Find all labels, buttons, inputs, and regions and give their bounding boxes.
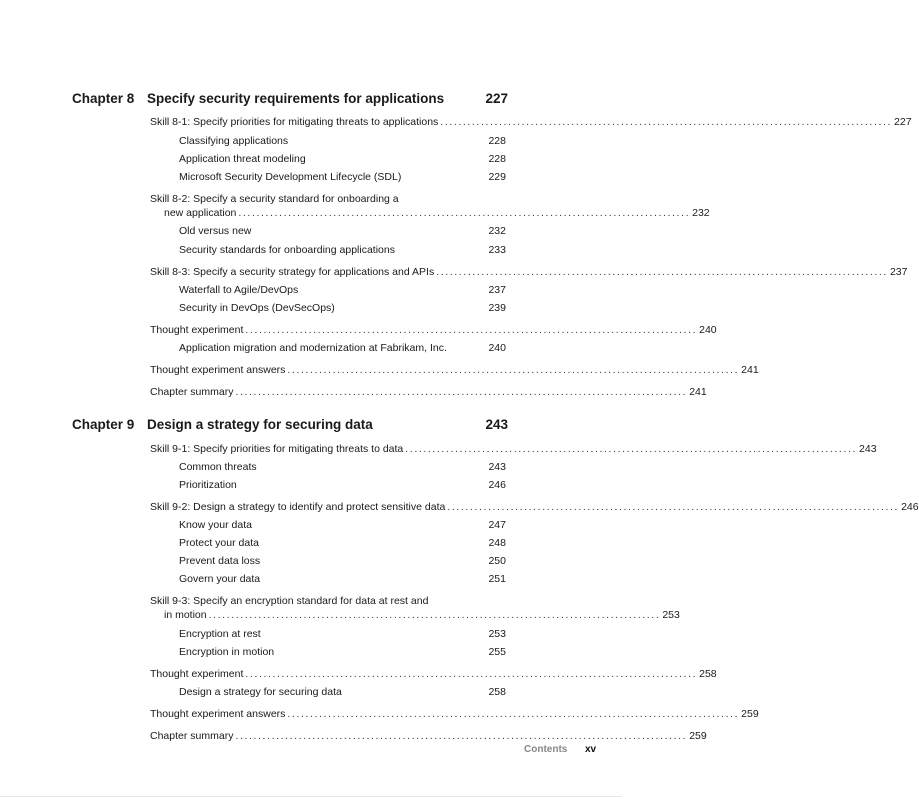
entry-text: Thought experiment answers (150, 364, 286, 376)
entry-page: 227 (894, 116, 912, 128)
entry-text: Skill 8-3: Specify a security strategy for applications and APIs (150, 266, 435, 278)
toc-subentry (179, 535, 506, 551)
entry-page: 258 (699, 668, 717, 680)
entry-page: 258 (488, 686, 506, 698)
toc-subentry (179, 340, 506, 356)
entry-text: Thought experiment (150, 668, 244, 680)
chapter-number: Chapter 9 (72, 417, 135, 432)
entry-text: Application threat modeling (179, 153, 306, 165)
entry-text: Classifying applications (179, 135, 289, 147)
entry-text: Skill 9-2: Design a strategy to identify and protect sensitive data (150, 501, 446, 513)
toc-entry-continued: in motion .................................................................................................... 253 (164, 609, 680, 621)
entry-text: Microsoft Security Development Lifecycle (SDL) (179, 171, 402, 183)
toc-subentry (179, 151, 506, 167)
toc-entry: Thought experiment answers .................................................................................................... 259 (150, 708, 759, 720)
chapter-page: 243 (485, 417, 508, 432)
toc-subentry (179, 684, 506, 700)
entry-page: 232 (692, 207, 710, 219)
toc-subentry (179, 242, 506, 258)
entry-text: Application migration and modernization at Fabrikam, Inc. (179, 342, 447, 354)
chapter-title: Design a strategy for securing data (147, 417, 373, 432)
entry-text: Prevent data loss (179, 555, 261, 567)
entry-page: 229 (488, 171, 506, 183)
entry-page: 233 (488, 244, 506, 256)
entry-page: 243 (488, 461, 506, 473)
entry-text: Security standards for onboarding applications (179, 244, 395, 256)
toc-entry: Skill 9-1: Specify priorities for mitigating threats to data .................................................................................................... 243 (150, 443, 877, 455)
entry-text: Prioritization (179, 479, 237, 491)
entry-text: Old versus new (179, 225, 252, 237)
entry-page: 239 (488, 302, 506, 314)
chapter-number: Chapter 8 (72, 91, 135, 106)
entry-text: Know your data (179, 519, 252, 531)
entry-page: 253 (488, 628, 506, 640)
toc-entry: Skill 8-3: Specify a security strategy for applications and APIs .................................................................................................... 237 (150, 266, 908, 278)
chapter-title: Specify security requirements for applications (147, 91, 445, 106)
entry-text: Chapter summary (150, 730, 234, 742)
entry-text: Thought experiment (150, 324, 244, 336)
chapter-heading (72, 91, 508, 111)
toc-entry: Thought experiment .................................................................................................... 240 (150, 324, 717, 336)
footer-page-number: xv (585, 744, 597, 755)
toc-subentry (179, 459, 506, 475)
entry-text: in motion (164, 609, 207, 621)
toc-subentry (179, 223, 506, 239)
entry-text: Skill 8-1: Specify priorities for mitigating threats to applications (150, 116, 439, 128)
toc-entry: Thought experiment .................................................................................................... 258 (150, 668, 717, 680)
toc-subentry (179, 477, 506, 493)
entry-text: Protect your data (179, 537, 259, 549)
entry-page: 251 (488, 573, 506, 585)
toc-entry: Skill 8-1: Specify priorities for mitigating threats to applications .................................................................................................... 227 (150, 116, 912, 128)
entry-page: 237 (488, 284, 506, 296)
entry-page: 243 (859, 443, 877, 455)
toc-subentry (179, 553, 506, 569)
toc-entry: Thought experiment answers .................................................................................................... 241 (150, 364, 759, 376)
toc-entry: Skill 9-2: Design a strategy to identify and protect sensitive data .................................................................................................... 246 (150, 501, 919, 513)
toc-entry-continued: new application .................................................................................................... 232 (164, 207, 710, 219)
entry-page: 246 (488, 479, 506, 491)
entry-text: new application (164, 207, 237, 219)
toc-subentry (179, 517, 506, 533)
entry-text: Encryption at rest (179, 628, 261, 640)
entry-page: 247 (488, 519, 506, 531)
entry-text: Thought experiment answers (150, 708, 286, 720)
footer-label: Contents (524, 744, 568, 755)
entry-page: 232 (488, 225, 506, 237)
entry-page: 228 (488, 135, 506, 147)
entry-page: 259 (689, 730, 707, 742)
entry-text: Skill 8-2: Specify a security standard for onboarding a (150, 193, 399, 205)
toc-subentry (179, 300, 506, 316)
toc-entry: Chapter summary .................................................................................................... 241 (150, 386, 707, 398)
entry-text: Skill 9-3: Specify an encryption standard for data at rest and (150, 595, 429, 607)
toc-subentry (179, 133, 506, 149)
entry-text: Govern your data (179, 573, 261, 585)
entry-text: Chapter summary (150, 386, 234, 398)
entry-page: 241 (741, 364, 759, 376)
entry-page: 248 (488, 537, 506, 549)
entry-text: Common threats (179, 461, 257, 473)
chapter-page: 227 (485, 91, 508, 106)
entry-page: 250 (488, 555, 506, 567)
toc-subentry (179, 571, 506, 587)
entry-page: 237 (889, 266, 908, 278)
toc-subentry (179, 169, 506, 185)
entry-page: 241 (689, 386, 707, 398)
entry-page: 240 (699, 324, 717, 336)
toc-entry: Chapter summary .................................................................................................... 259 (150, 730, 707, 742)
entry-text: Waterfall to Agile/DevOps (179, 284, 299, 296)
entry-page: 246 (901, 501, 919, 513)
entry-page: 228 (488, 153, 506, 165)
toc-subentry (179, 626, 506, 642)
entry-text: Design a strategy for securing data (179, 686, 342, 698)
entry-text: Security in DevOps (DevSecOps) (179, 302, 335, 314)
toc-subentry (179, 282, 506, 298)
entry-text: Skill 9-1: Specify priorities for mitigating threats to data (150, 443, 404, 455)
entry-text: Encryption in motion (179, 646, 275, 658)
entry-page: 240 (488, 342, 506, 354)
page-edge (0, 796, 622, 797)
entry-page: 255 (488, 646, 506, 658)
entry-page: 259 (741, 708, 759, 720)
chapter-heading (72, 417, 508, 437)
entry-page: 253 (662, 609, 680, 621)
toc-subentry (179, 644, 506, 660)
